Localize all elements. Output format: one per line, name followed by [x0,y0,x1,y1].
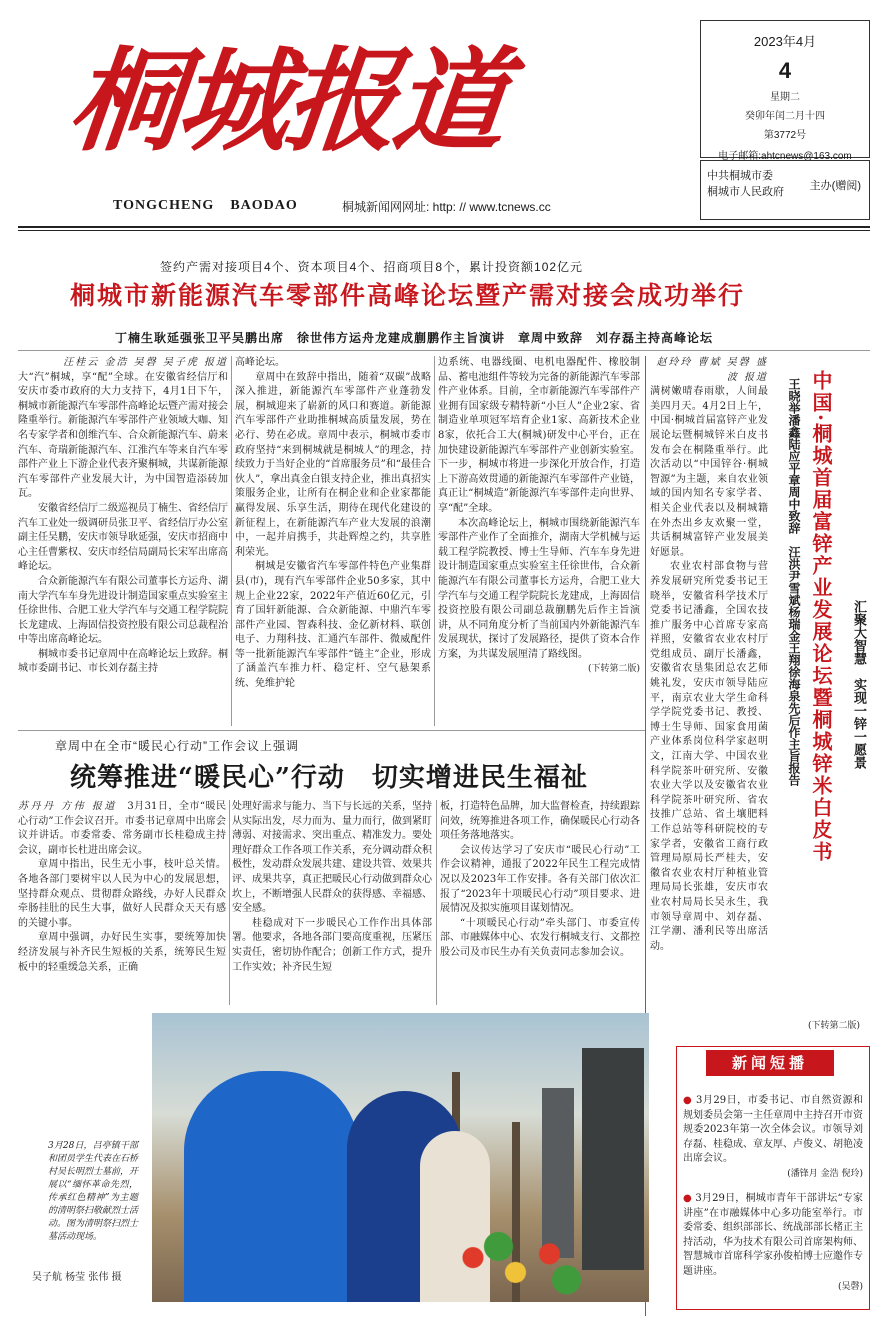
lead-divider [18,350,870,351]
issue-date-box [700,20,870,162]
news-brief-credit: (潘锋月 金浩 倪玲) [787,1168,863,1179]
second-column-3 [440,800,640,961]
lead-paragraph: 章周中在致辞中指出，随着“双碳”战略深入推进，新能源汽车零部件产业蓬勃发展，桐城迎来了崭新的风口和赛道。新能源汽车零部件产业助推桐城高质量发展，势在必行、势在必成。章周中表示，桐城市委市政府坚持“来到桐城就是桐城人”的理念，持续致力于当好企业的“首席服务员”和“最佳合伙人”，拿出真金白银支持企业，推出真招实策服务企业，让所有在桐企业和企业家都能赢得发展、乐享生活，期待在现代化建设的新征程上，在新能源汽车产业大发展的浪潮中，一起并肩携手，共赴辉煌之约，共享胜利荣光。 [235,371,431,558]
second-paragraph: 会议传达学习了安庆市“暖民心行动”工作会议精神，通报了2022年民生工程完成情况以及2023年工作安排。各有关部门依次汇报了“2023年十项暖民心行动”项目要求、进展情况及拟实施项目谋划情况。 [440,844,640,915]
news-brief-credit: (吴磬) [837,1281,863,1292]
masthead-divider-thin [18,230,870,231]
second-paragraph: “十项暖民心行动”牵头部门、市委宣传部、市融媒体中心、农发行桐城支行、文都控股公司及市民生办有关负责同志参加会议。 [440,917,640,958]
side-paragraph: 农业农村部食物与营养发展研究所党委书记王晓举，安徽省科学技术厅党委书记潘鑫，全国农技推广服务中心首席专家高祥照，安徽省农业农村厅党组成员、副厅长潘鑫，安徽省农垦集团总农艺师姚礼发，安庆市领导陆应平，南京农业大学生命科学学院党委书记、教授、博士生导师、国家食用菌产业体系岗位科学家赵明文，江南大学、中国农业科学院茶叶研究所、安徽农业大学以及安徽省农业科学院茶叶研究所、省农技推广总站、省土壤肥料工作总站等科研院校的专家学者，安徽省工商行政管理局原局长严桂夫，安徽省农业农村厅种植业管理局局长张雄，安庆市农业农村局局长吴永生，我市领导章周中、刘存磊、江学潮、潘利民等出席活动。 [650,561,768,952]
news-briefs-title: 新闻短播 [706,1050,834,1076]
news-brief-text: 3月29日，桐城市青年干部讲坛“专家讲座”在市融媒体中心多功能室举行。市委常委、组织部部长、统战部部长楮正主持活动，华为技术有限公司首席架构师、智慧城市首席科学家孙俊柏博士应邀作专题讲座。 [683,1193,864,1277]
issue-day: 4 [778,58,792,83]
side-headline[interactable]: 中国·桐城首届富锌产业发展论坛暨桐城锌米白皮书 [809,370,833,863]
second-column-2 [232,800,432,975]
masthead-pinyin-2: BAODAO [230,198,298,213]
lead-paragraph: 合众新能源汽车有限公司董事长方运舟、湖南大学汽车车身先进设计制造国家重点实验室主任徐世伟、合肥工业大学汽车与交通工程学院院长龙建成、上海固信投资控股有限公司总裁程治中等出席高峰论坛。 [18,575,228,646]
side-paragraph: 满树嫩晴春雨歇，人间最美四月天。4月2日上午，中国·桐城首届富锌产业发展论坛暨桐城锌米白皮书发布会在桐隆重举行。此次活动以“中国锌谷·桐城智源”为主题，来自农业领域的国内知名专家学者、相关企业代表以及桐城籍在外杰出乡友欢聚一堂，共话桐城富锌产业发展美好愿景。 [650,386,768,558]
column-rule [231,356,232,726]
sponsor-label: 主办(赠阅) [809,180,861,192]
photo-credit: 吴子航 杨莹 张伟 摄 [32,1272,122,1283]
student-figure [184,1071,359,1302]
issue-lunar-date: 癸卯年闰二月十四 [745,111,825,122]
bullet-icon: ● [683,1095,693,1106]
lead-paragraph: 桐城市委书记章周中在高峰论坛上致辞。桐城市委副书记、市长刘存磊主持 [18,648,228,675]
lead-headline[interactable]: 桐城市新能源汽车零部件高峰论坛暨产需对接会成功举行 [70,281,746,310]
lead-column-3 [438,356,640,677]
second-byline: 苏丹丹 方伟 报道 [18,801,117,812]
tomb-sweeping-photo [152,1013,649,1302]
flower-wreath [422,1228,592,1302]
lead-paragraph: 大“汽”桐城，享“配”全球。在安徽省经信厅和安庆市委市政府的大力支持下，4月1日下午，桐城市新能源汽车零部件高峰论坛暨产需对接会隆重举行。新能源汽车零部件产业领域大咖、知名专家学者和创维汽车、合众新能源汽车、蔚来汽车、奇瑞新能源汽车、江淮汽车等来自汽车零部件产业上下游企业代表齐聚桐城，共谋新能源汽车零部件产业发展大计，为中国智造添砖加瓦。 [18,371,228,500]
second-headline[interactable]: 统筹推进“暖民心”行动 切实增进民生福祉 [70,763,588,793]
sponsor-line-1: 中共桐城市委 [707,170,773,182]
masthead-divider [18,226,870,228]
second-column-1 [18,800,226,975]
second-paragraph: 板，打造特色品牌，加大监督检查，持续跟踪问效，统筹推进各项工作，确保暖民心行动各项任务落地落实。 [440,801,640,842]
column-rule [436,800,437,1005]
second-paragraph: 3月31日，全市“暖民心行动”工作会议召开。市委书记章周中出席会议并讲话。市委常委、常务副市长桂稳成主持会议，副市长杜进出席会议。 [18,801,226,856]
lead-paragraph: 桐城是安徽省汽车零部件特色产业集群县(市)，现有汽车零部件企业50多家，其中规上企业22家，2022年产值近60亿元，引育了国轩新能源、合众新能源、中鼎汽车零部件产业园、智森科技、金亿新材料、联创电子、力翔科技、汇通汽车部件、微威配件等一批新能源汽车零部件“链主”企业，形成了涵盖汽车推力杆、稳定杆、空气悬架系统、免维护轮 [235,561,431,690]
sponsor-box [700,160,870,220]
side-byline: 赵玲玲 曹斌 吴磬 盛波 报道 [656,357,768,383]
lead-paragraph: 高峰论坛。 [235,357,285,368]
column-rule [229,800,230,1005]
masthead-website[interactable]: 桐城新闻网网址: http: // www.tcnews.cc [342,200,551,214]
lead-paragraph: 安徽省经信厅二级巡视员丁楠生、省经信厅汽车工业处一级调研员张卫平、省经信厅办公室副主任吴鹏，安庆市领导耿延强，安庆市招商中心主任曹紫权、安庆市经信局副局长宋军出席高峰论坛。 [18,502,228,573]
issue-number: 第3772号 [763,130,807,141]
issue-year-month: 2023年4月 [753,34,817,49]
side-story-intro [650,356,768,980]
lead-subline: 丁楠生耿延强张卫平吴鹏出席 徐世伟方运舟龙建成蒯鹏作主旨演讲 章周中致辞 刘存磊主持高峰论坛 [115,331,714,345]
newspaper-masthead-title: 桐城报道 [63,36,509,167]
lead-paragraph: 本次高峰论坛上，桐城市围绕新能源汽车零部件产业作了全面推介，湖南大学机械与运载工程学院教授、博士生导师、汽车车身先进设计制造国家重点实验室主任徐世伟，合众新能源汽车有限公司董事长方运舟，合肥工业大学汽车与交通工程学院院长龙建成，上海固信投资控股有限公司副总裁蒯鹏先后作主旨演讲，从不同角度分析了当前国内外新能源汽车发展现状，探讨了发展路径，提供了资本合作方案，为共谋发展厘清了路线图。 [438,517,640,660]
second-paragraph: 章周中强调，办好民生实事，要统筹加快经济发展与补齐民生短板的关系，统筹民生短板中的轻重缓急关系，正确 [18,932,226,973]
side-quote: 汇聚大智慧 实现一锌一愿景 [851,600,866,769]
news-brief-item[interactable] [683,1094,863,1182]
lead-paragraph: 边系统、电器线圈、电机电器配件、橡胶制品、蓄电池组件等较为完备的新能源汽车零部件产业体系。目前，全市新能源汽车零部件产业拥有国家级专精特新“小巨人”企业2家、省制造业单项冠军培育企业1家、高新技术企业8家，依托合工大(桐城)研发中心平台，正在加快建设新能源汽车零部件产业创新实验室。下一步，桐城市将进一步深化开放合作，打造上下游高效贯通的新能源汽车零部件产业链，真正让“桐城造”新能源汽车零部件走向世界、享“配”全球。 [438,357,640,514]
lead-kicker: 签约产需对接项目4个、资本项目4个、招商项目8个，累计投资额102亿元 [160,260,584,274]
side-subline: 王晓举潘鑫陆应平章周中致辞 汪洪尹雪斌杨瑞金王翔徐海泉先后作主旨报告 [787,378,801,786]
bullet-icon: ● [683,1193,692,1204]
second-paragraph: 章周中指出，民生无小事，枝叶总关情。各地各部门要树牢以人民为中心的发展思想，坚持群众观点、贯彻群众路线，办好人民群众牵肠挂肚的民生大事，做好人民群众天天有感的关键小事。 [18,859,226,929]
lead-byline: 汪桂云 金浩 吴磬 吴子虎 报道 [63,357,228,368]
sponsor-line-2: 桐城市人民政府 [707,186,784,198]
second-paragraph: 处理好需求与能力、当下与长远的关系，坚持从实际出发，尽力而为、量力而行，做到紧盯薄弱、对接需求、突出重点、精准发力。要处理好群众工作各项工作关系，充分调动群众积极性，发动群众发展共建、建设共管、效果共评、成果共享，真正把暖民心行动做到群众心坎上，不断增强人民群众的获得感、幸福感、安全感。 [232,801,432,915]
masthead-pinyin-1: TONGCHENG [113,198,215,213]
lead-column-1 [18,356,228,677]
news-brief-text: 3月29日，市委书记、市自然资源和规划委员会第一主任章周中主持召开市资规委2023年第一次全体会议。市领导刘存磊、桂稳成、章友厚、卢俊义、胡艳凌出席会议。 [683,1095,863,1165]
side-continued: (下转第二版) [807,1021,860,1031]
news-brief-item[interactable] [683,1192,863,1294]
section-divider [18,730,645,731]
photo-caption: 3月28日，吕亭镇干部和团员学生代表在石桥村吴长明烈士墓前，开展以“缅怀革命先烈，传承红色精神”为主题的清明祭扫敬献烈士活动。图为清明祭扫烈士墓活动现场。 [48,1141,139,1242]
lead-continued: (下转第二版) [587,664,640,675]
lead-column-2 [235,356,431,692]
column-rule [434,356,435,726]
masthead-pinyin [113,198,314,214]
issue-email[interactable]: 电子邮箱:ahtcnews@163.com [718,151,852,162]
issue-weekday: 星期二 [770,92,800,103]
second-paragraph: 桂稳成对下一步暖民心工作作出具体部署。他要求，各地各部门要高度重视，压紧压实责任，密切协作配合；创新工作方式，提升工作实效；补齐民生短 [232,917,432,973]
second-kicker: 章周中在全市“暖民心行动”工作会议上强调 [55,739,299,753]
